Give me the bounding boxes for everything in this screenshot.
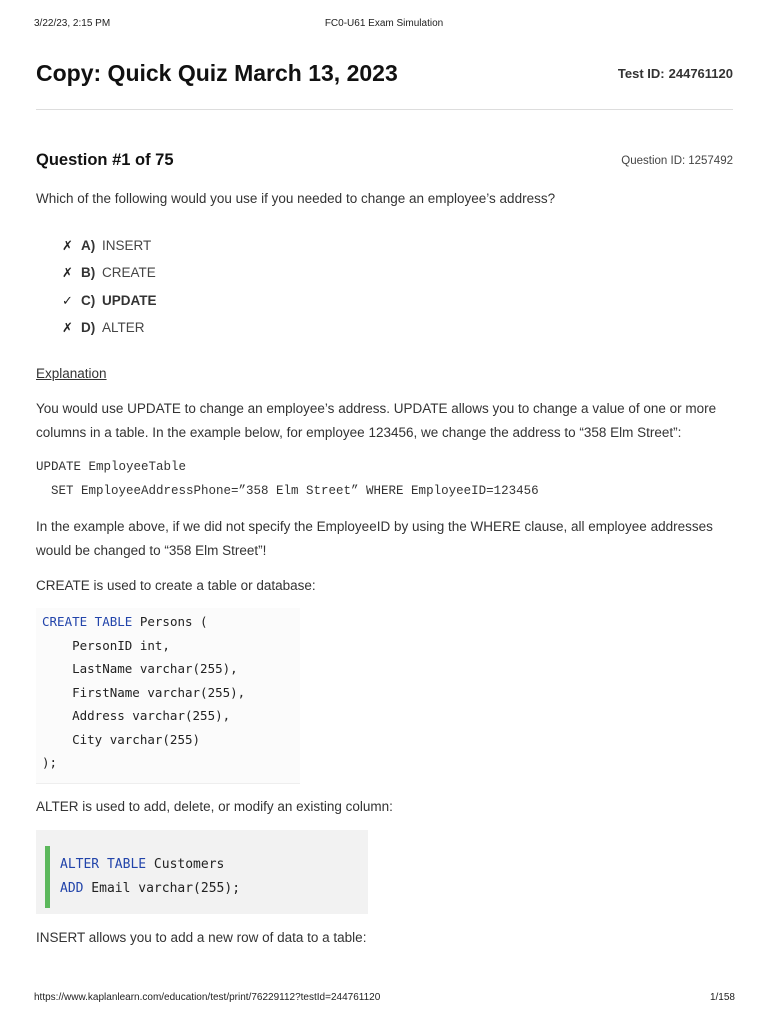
print-footer [0, 992, 768, 1006]
answer-text: CREATE [102, 265, 156, 281]
answer-letter: A) [81, 238, 96, 253]
code-line: PersonID int, [42, 637, 170, 653]
code-line: FirstName varchar(255), [42, 684, 246, 700]
answer-text: INSERT [102, 238, 152, 253]
explanation-paragraph-create: CREATE is used to create a table or database: [36, 578, 316, 593]
answer-option [62, 238, 157, 265]
question-heading: Question #1 of 75 [36, 151, 174, 169]
code-line: Address varchar(255), [42, 708, 231, 723]
explanation-paragraph-alter: ALTER is used to add, delete, or modify an existing column: [36, 799, 393, 814]
print-url: https://www.kaplanlearn.com/education/test/print/76229112?testId=244761120 [34, 992, 381, 1003]
test-id [618, 66, 733, 81]
answer-text: ALTER [102, 319, 145, 335]
question-id-label: Question ID: [621, 155, 686, 167]
code-text: Customers [146, 857, 225, 872]
sql-keyword: ADD [60, 880, 84, 896]
quiz-title: Copy: Quick Quiz March 13, 2023 [36, 60, 398, 86]
print-datetime: 3/22/23, 2:15 PM [34, 18, 111, 29]
question-header [36, 151, 733, 175]
test-id-label: Test ID: [617, 66, 665, 81]
page-number: 1/158 [709, 992, 735, 1003]
code-text: Email varchar(255); [83, 880, 241, 896]
title-divider [36, 109, 733, 110]
code-line: City varchar(255) [42, 731, 201, 747]
update-code-example [36, 456, 539, 503]
code-line [60, 877, 240, 901]
incorrect-mark-icon: ✗ [62, 319, 73, 335]
question-id-value: 1257492 [688, 155, 733, 167]
answer-text: UPDATE [102, 292, 157, 308]
answer-letter: D) [81, 319, 96, 335]
quiz-title-row [36, 60, 733, 100]
code-line: UPDATE EmployeeTable [36, 460, 187, 474]
create-code-block [36, 608, 300, 784]
print-doc-title: FC0-U61 Exam Simulation [324, 18, 444, 29]
question-id [621, 155, 733, 167]
explanation-paragraph-update: You would use UPDATE to change an employee’s address. UPDATE allows you to change a value of one or more columns in a table. In the example below, for employee 123456, we change the address to “358 Elm Street”: [36, 401, 717, 440]
answer-letter: C) [81, 292, 96, 308]
answer-list [62, 238, 157, 347]
code-line [60, 853, 240, 877]
code-accent-bar [45, 846, 50, 908]
sql-keyword: ALTER TABLE [60, 857, 147, 872]
print-header [0, 18, 768, 32]
code-line: LastName varchar(255), [42, 661, 238, 676]
code-line: SET EmployeeAddressPhone=”358 Elm Street” WHERE EmployeeID=123456 [36, 483, 539, 498]
incorrect-mark-icon: ✗ [62, 238, 73, 253]
code-line: ); [42, 755, 58, 770]
answer-option [62, 320, 157, 347]
question-text: Which of the following would you use if you needed to change an employee’s address? [36, 191, 556, 206]
explanation-paragraph-where: In the example above, if we did not specify the EmployeeID by using the WHERE clause, all employee addresses would be changed to “358 Elm Street”! [36, 519, 713, 558]
alter-code-block [36, 830, 368, 914]
code-text: Persons ( [132, 614, 208, 629]
answer-option [62, 265, 157, 292]
check-mark-icon: ✓ [62, 292, 73, 308]
explanation-paragraph-insert: INSERT allows you to add a new row of data to a table: [36, 930, 367, 945]
explanation-heading: Explanation [36, 366, 107, 381]
code-line [42, 610, 245, 634]
answer-option-correct [62, 293, 157, 320]
sql-keyword: CREATE TABLE [42, 614, 133, 629]
answer-letter: B) [81, 265, 96, 281]
test-id-value: 244761120 [668, 66, 733, 81]
incorrect-mark-icon: ✗ [62, 265, 73, 281]
